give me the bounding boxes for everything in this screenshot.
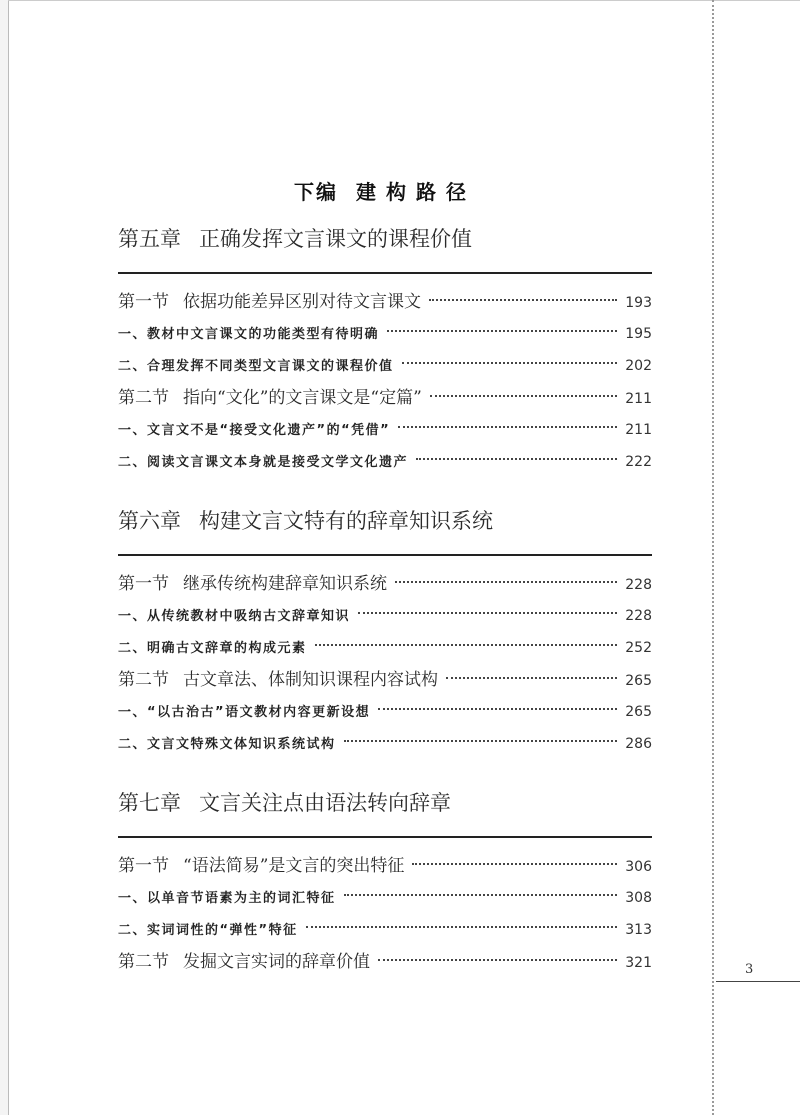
page-ref: 195 (625, 326, 652, 342)
page-ref: 228 (625, 608, 652, 624)
dot-leader (306, 926, 618, 928)
page-ref: 321 (625, 955, 652, 971)
chapter-label: 第六章 (118, 509, 181, 533)
toc-section-entry[interactable] (118, 850, 652, 882)
page-ref: 252 (625, 640, 652, 656)
dot-leader (315, 644, 618, 646)
chapter-rule (118, 554, 652, 556)
section-label: 第二节 (118, 670, 169, 690)
dot-leader (344, 894, 618, 896)
dotted-margin-line (712, 0, 714, 1115)
subsection-title: 二、合理发挥不同类型文言课文的课程价值 (118, 359, 394, 374)
page-number: 3 (745, 962, 754, 977)
dot-leader (378, 708, 617, 710)
page-ref: 265 (625, 673, 652, 689)
section-label: 第二节 (118, 388, 169, 408)
toc-subsection-entry[interactable] (118, 350, 652, 382)
subsection-title: 一、以单音节语素为主的词汇特征 (118, 891, 336, 906)
subsection-title: 二、明确古文辞章的构成元素 (118, 641, 307, 656)
toc-subsection-entry[interactable] (118, 696, 652, 728)
toc-subsection-entry[interactable] (118, 446, 652, 478)
subsection-title: 一、“以古治古”语文教材内容更新设想 (118, 705, 371, 720)
toc-section-entry[interactable] (118, 286, 652, 318)
dot-leader (429, 299, 617, 301)
toc-subsection-entry[interactable] (118, 632, 652, 664)
chapter-rule (118, 836, 652, 838)
section-label: 第一节 (118, 574, 169, 594)
dot-leader (412, 863, 617, 865)
subsection-title: 二、阅读文言课文本身就是接受文学文化遗产 (118, 455, 409, 470)
toc-section-entry[interactable] (118, 664, 652, 696)
dot-leader (446, 677, 617, 679)
subsection-title: 二、实词词性的“弹性”特征 (118, 923, 298, 938)
toc-subsection-entry[interactable] (118, 882, 652, 914)
subsection-title: 一、教材中文言课文的功能类型有待明确 (118, 327, 380, 342)
toc-subsection-entry[interactable] (118, 914, 652, 946)
section-title: 古文章法、体制知识课程内容试构 (183, 670, 438, 690)
toc-section-entry[interactable] (118, 946, 652, 978)
chapter-label: 第五章 (118, 227, 181, 251)
chapter-title (118, 788, 652, 818)
part-title (118, 176, 652, 205)
section-title: 发掘文言实词的辞章价值 (183, 952, 370, 972)
subsection-title: 二、文言文特殊文体知识系统试构 (118, 737, 336, 752)
page-ref: 211 (625, 391, 652, 407)
page-top-border (8, 0, 800, 1)
dot-leader (387, 330, 617, 332)
chapter-rule (118, 272, 652, 274)
toc-entries (118, 568, 652, 760)
chapter-7 (118, 788, 652, 978)
chapter-label: 第七章 (118, 791, 181, 815)
page-ref: 193 (625, 295, 652, 311)
toc-entries (118, 286, 652, 478)
page-ref: 228 (625, 577, 652, 593)
section-title: 继承传统构建辞章知识系统 (183, 574, 387, 594)
chapter-name: 正确发挥文言课文的课程价值 (199, 227, 472, 251)
toc-subsection-entry[interactable] (118, 318, 652, 350)
chapter-6 (118, 506, 652, 760)
dot-leader (344, 740, 618, 742)
chapter-title (118, 224, 652, 254)
page-ref: 265 (625, 704, 652, 720)
page-ref: 202 (625, 358, 652, 374)
section-title: 指向“文化”的文言课文是“定篇” (183, 388, 422, 408)
subsection-title: 一、文言文不是“接受文化遗产”的“凭借” (118, 423, 391, 438)
page-ref: 286 (625, 736, 652, 752)
dot-leader (358, 612, 617, 614)
part-name: 建构路径 (356, 180, 476, 204)
page-ref: 308 (625, 890, 652, 906)
section-title: “语法简易”是文言的突出特征 (183, 856, 405, 876)
page-ref: 222 (625, 454, 652, 470)
toc-section-entry[interactable] (118, 382, 652, 414)
page-number-rule (716, 981, 800, 982)
chapter-title (118, 506, 652, 536)
subsection-title: 一、从传统教材中吸纳古文辞章知识 (118, 609, 351, 624)
toc-subsection-entry[interactable] (118, 600, 652, 632)
chapter-name: 文言关注点由语法转向辞章 (199, 791, 451, 815)
toc-entries (118, 850, 652, 978)
section-title: 依据功能差异区别对待文言课文 (183, 292, 421, 312)
toc-subsection-entry[interactable] (118, 414, 652, 446)
dot-leader (416, 458, 617, 460)
chapter-name: 构建文言文特有的辞章知识系统 (199, 509, 493, 533)
section-label: 第一节 (118, 856, 169, 876)
dot-leader (378, 959, 617, 961)
section-label: 第一节 (118, 292, 169, 312)
page-ref: 313 (625, 922, 652, 938)
dot-leader (402, 362, 618, 364)
dot-leader (430, 395, 618, 397)
dot-leader (398, 426, 617, 428)
page-edge (0, 0, 9, 1115)
toc-section-entry[interactable] (118, 568, 652, 600)
part-label: 下编 (294, 180, 338, 204)
toc-subsection-entry[interactable] (118, 728, 652, 760)
dot-leader (395, 581, 617, 583)
page-ref: 211 (625, 422, 652, 438)
chapter-5 (118, 224, 652, 478)
page-ref: 306 (625, 859, 652, 875)
section-label: 第二节 (118, 952, 169, 972)
